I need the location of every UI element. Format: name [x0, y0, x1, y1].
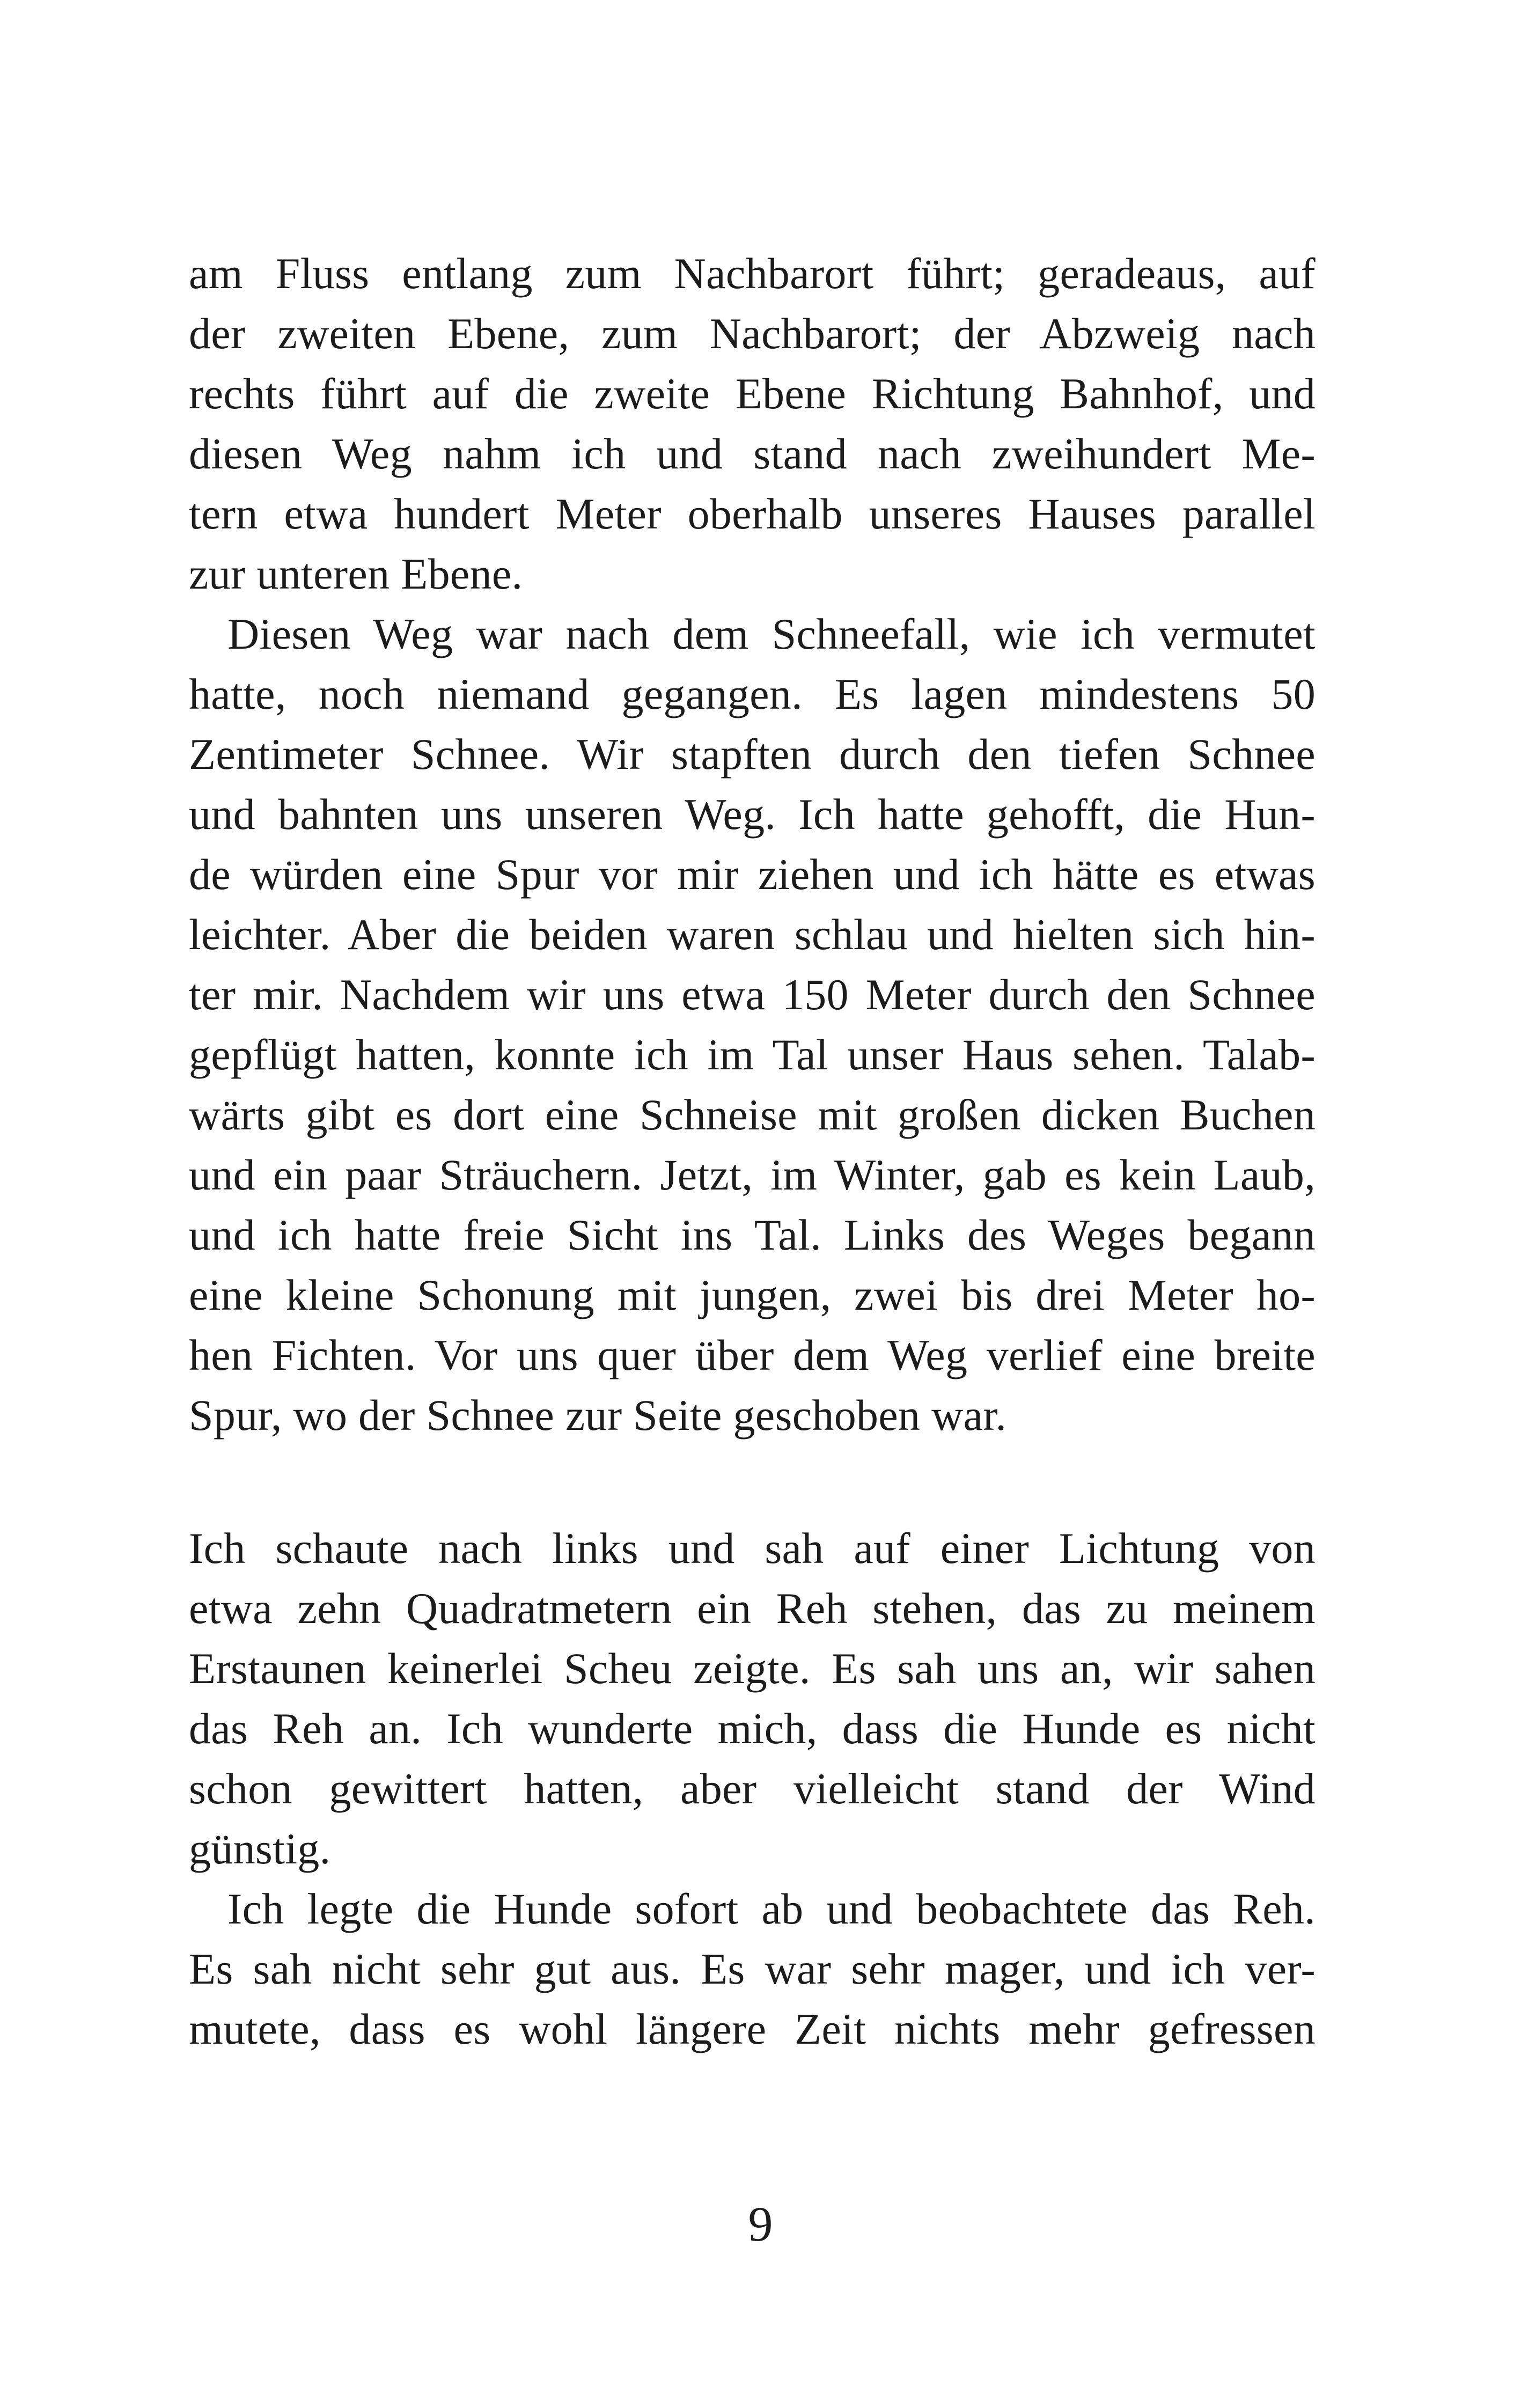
text-line-8: hatte, noch niemand gegangen. Es lagen mindestens 50: [189, 670, 1316, 718]
text-line-14: gepflügt hatten, konnte ich im Tal unser Haus sehen. Talab-: [189, 1030, 1316, 1079]
text-line-6: zur unteren Ebene.: [189, 549, 523, 598]
text-line-19: hen Fichten. Vor uns quer über dem Weg verlief eine breite: [189, 1331, 1316, 1379]
text-line-13: ter mir. Nachdem wir uns etwa 150 Meter durch den Schnee: [189, 970, 1316, 1019]
text-line-21: Ich schaute nach links und sah auf einer Lichtung von: [189, 1524, 1316, 1573]
text-line-11: de würden eine Spur vor mir ziehen und ich hätte es etwas: [189, 850, 1316, 899]
text-line-5: tern etwa hundert Meter oberhalb unseres Hauses parallel: [189, 489, 1316, 538]
text-line-4: diesen Weg nahm ich und stand nach zweihundert Me-: [189, 429, 1316, 478]
text-line-29: mutete, dass es wohl längere Zeit nichts mehr gefressen: [189, 2005, 1316, 2053]
text-line-26: günstig.: [189, 1824, 331, 1873]
text-line-20: Spur, wo der Schnee zur Seite geschoben war.: [189, 1391, 1007, 1440]
text-line-27: Ich legte die Hunde sofort ab und beobachtete das Reh.: [227, 1884, 1316, 1933]
text-line-3: rechts führt auf die zweite Ebene Richtung Bahnhof, und: [189, 369, 1316, 418]
text-line-9: Zentimeter Schnee. Wir stapften durch den tiefen Schnee: [189, 730, 1316, 779]
text-line-18: eine kleine Schonung mit jungen, zwei bis drei Meter ho-: [189, 1271, 1316, 1319]
text-line-22: etwa zehn Quadratmetern ein Reh stehen, das zu meinem: [189, 1584, 1316, 1633]
text-line-16: und ein paar Sträuchern. Jetzt, im Winter, gab es kein Laub,: [189, 1150, 1316, 1199]
text-line-2: der zweiten Ebene, zum Nachbarort; der Abzweig nach: [189, 309, 1316, 358]
text-line-10: und bahnten uns unseren Weg. Ich hatte gehofft, die Hun-: [189, 790, 1316, 839]
text-line-24: das Reh an. Ich wunderte mich, dass die Hunde es nicht: [189, 1704, 1316, 1753]
text-line-25: schon gewittert hatten, aber vielleicht stand der Wind: [189, 1764, 1316, 1813]
text-line-15: wärts gibt es dort eine Schneise mit großen dicken Buchen: [189, 1090, 1316, 1139]
text-line-12: leichter. Aber die beiden waren schlau und hielten sich hin-: [189, 910, 1316, 959]
page-number: 9: [748, 2197, 773, 2251]
text-line-7: Diesen Weg war nach dem Schneefall, wie ich vermutet: [227, 610, 1316, 658]
text-line-23: Erstaunen keinerlei Scheu zeigte. Es sah uns an, wir sahen: [189, 1644, 1316, 1693]
text-line-17: und ich hatte freie Sicht ins Tal. Links des Weges begann: [189, 1210, 1316, 1259]
text-line-1: am Fluss entlang zum Nachbarort führt; geradeaus, auf: [189, 249, 1316, 298]
text-line-28: Es sah nicht sehr gut aus. Es war sehr mager, und ich ver-: [189, 1944, 1316, 1993]
